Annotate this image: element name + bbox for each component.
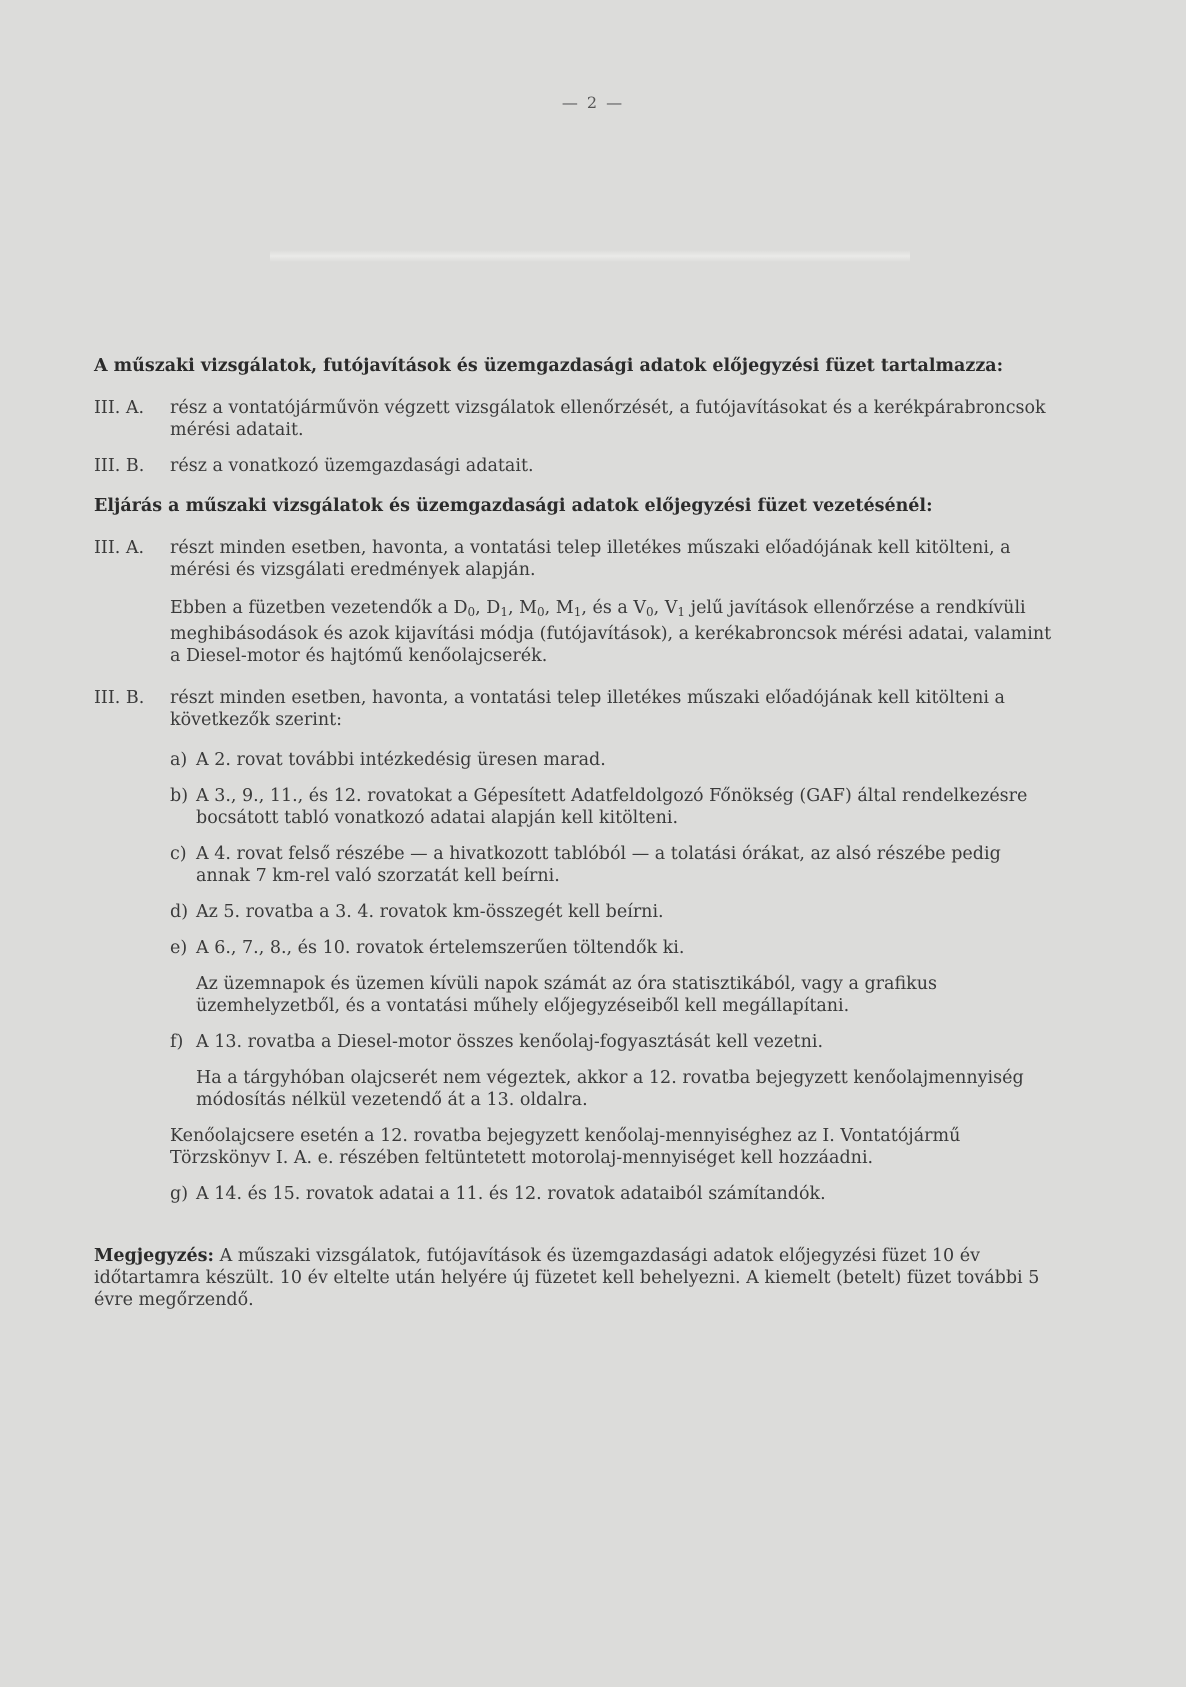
- list-item-f: f) A 13. rovatba a Diesel-motor összes kenőolaj-fogyasztását kell vezetni.: [170, 1032, 824, 1052]
- part-a-detail-start: Ebben a füzetben vezetendők a D: [170, 598, 468, 618]
- closing-note-text: A műszaki vizsgálatok, futójavítások és üzemgazdasági adatok előjegyzési füzet 10 év időtartamra készült. 10 év eltelte után helyére új füzetet kell behelyezni. A kiemelt (betelt) füzet további 5 évre megőrzendő.: [94, 1246, 1040, 1310]
- page-number: — 2 —: [561, 93, 625, 112]
- part-a-detail: Ebben a füzetben vezetendők a $D_0$, $D_1$, $M_0$, $M_1$, és a $V_0$, $V_1$ jelű javítások ellenőrzése a rendkívüli meghibásodások és azok kijavítási módja (futójavítások), a kerékabroncsok mérési adatai, valamint a Diesel-motor és hajtómű kenőolajcserék.: [170, 598, 1052, 666]
- scan-artifact: [270, 250, 910, 262]
- heading-contents: A műszaki vizsgálatok, futójavítások és üzemgazdasági adatok előjegyzési füzet tartalmazza:: [94, 356, 1004, 376]
- list-item-a: a) A 2. rovat további intézkedésig üresen marad.: [170, 750, 606, 770]
- part-a-text: részt minden esetben, havonta, a vontatási telep illetékes műszaki előadójának kell kitölteni, a mérési és vizsgálati eredmények alapján.: [170, 538, 1011, 580]
- contents-item-a-text: rész a vontatójárművön végzett vizsgálatok ellenőrzését, a futójavításokat és a kerékpárabroncsok mérési adatait.: [170, 398, 1046, 440]
- document-body: [94, 355, 1054, 1311]
- closing-note: [94, 1245, 1054, 1311]
- list-item-d: d) Az 5. rovatba a 3. 4. rovatok km-összegét kell beírni.: [170, 902, 664, 922]
- list-item-e-note: Az üzemnapok és üzemen kívüli napok számát az óra statisztikából, vagy a grafikus üzemhelyzetből, és a vontatási műhely előjegyzéseiből kell megállapítani.: [196, 974, 937, 1016]
- list-item-e: e) A 6., 7., 8., és 10. rovatok értelemszerűen töltendők ki.: [170, 938, 685, 958]
- contents-item-b-text: rész a vonatkozó üzemgazdasági adatait.: [170, 456, 534, 476]
- part-a-label: III. A.: [94, 538, 145, 558]
- list-item-b: b) A 3., 9., 11., és 12. rovatokat a Gépesített Adatfeldolgozó Főnökség (GAF) által rendelkezésre bocsátott tabló vonatkozó adatai alapján kell kitölteni.: [170, 786, 1028, 828]
- list-item-g: g) A 14. és 15. rovatok adatai a 11. és 12. rovatok adataiból számítandók.: [170, 1184, 826, 1204]
- part-b-paragraph: [94, 687, 1054, 731]
- contents-item-a: [94, 397, 1054, 441]
- part-b-label: III. B.: [94, 688, 145, 708]
- part-a-detail-rest: jelű javítások ellenőrzése a rendkívüli meghibásodások és azok kijavítási módja (futójavítások), a kerékabroncsok mérési adatai, valamint a Diesel-motor és hajtómű kenőolajcserék.: [170, 598, 1052, 666]
- heading-procedure: Eljárás a műszaki vizsgálatok és üzemgazdasági adatok előjegyzési füzet vezetésénél:: [94, 496, 933, 516]
- closing-note-label: Megjegyzés:: [94, 1246, 214, 1266]
- part-b-text: részt minden esetben, havonta, a vontatási telep illetékes műszaki előadójának kell kitölteni a következők szerint:: [170, 688, 1005, 730]
- contents-item-b-label: III. B.: [94, 456, 145, 476]
- list-item-f-note-2: Kenőolajcsere esetén a 12. rovatba bejegyzett kenőolaj-mennyiséghez az I. Vontatójármű Törzskönyv I. A. e. részében feltüntetett motorolaj-mennyiséget kell hozzáadni.: [170, 1126, 961, 1168]
- contents-item-b: [94, 455, 1054, 477]
- list-item-c: c) A 4. rovat felső részébe — a hivatkozott tablóból — a tolatási órákat, az alsó részébe pedig annak 7 km-rel való szorzatát kell beírni.: [170, 844, 1001, 886]
- part-a-paragraph: [94, 537, 1054, 581]
- list-item-f-note-1: Ha a tárgyhóban olajcserét nem végeztek, akkor a 12. rovatba bejegyzett kenőolajmennyiség módosítás nélkül vezetendő át a 13. oldalra.: [196, 1068, 1024, 1110]
- contents-item-a-label: III. A.: [94, 398, 145, 418]
